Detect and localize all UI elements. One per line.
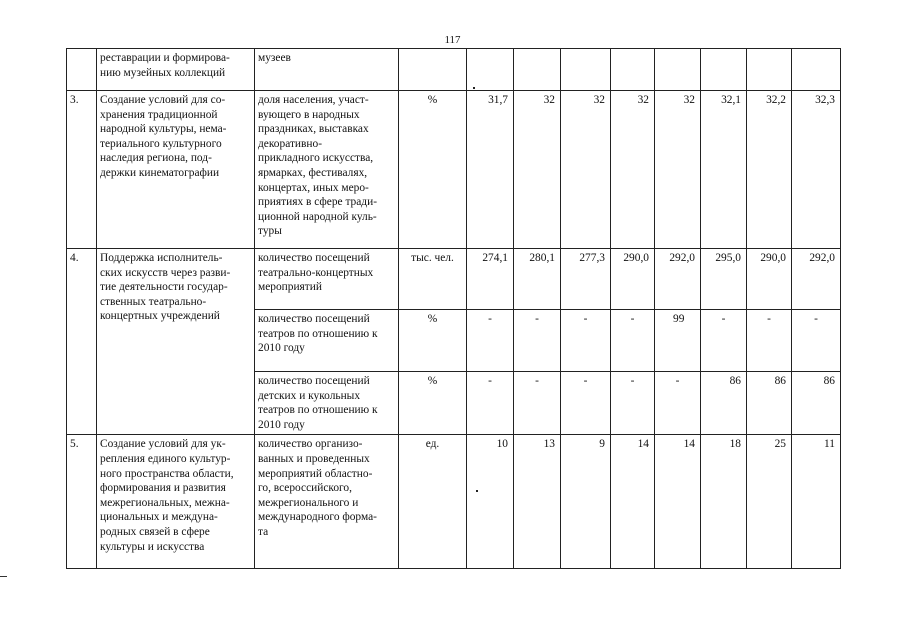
value-cell: 32,3 [792,91,841,249]
value-cell: 290,0 [611,249,655,310]
indicator-cell: доля населения, участ- вующего в народных праздниках, выставках декоративно- прикладного искусства, ярмарках, фестивалях, концертах, иных меро- приятиях в сфере тради- ционной народной куль- туры [255,91,399,249]
value-cell: 295,0 [701,249,747,310]
value-cell: 14 [655,435,701,569]
indicator-cell: количество посещений детских и кукольных театров по отношению к 2010 году [255,372,399,435]
value-cell: 277,3 [561,249,611,310]
unit-cell: ед. [399,435,467,569]
value-cell: - [467,310,514,372]
value-cell: 31,7 [467,91,514,249]
scan-speck [476,490,478,492]
value-cell: - [514,372,561,435]
row-index: 4. [67,249,97,435]
value-cell: 9 [561,435,611,569]
indicators-table [66,48,841,569]
task-cell: Создание условий для ук- репления единого культур- ного пространства области, формирования и развития межрегиональных, межна- циональных и междуна- родных связей в сфере культуры и искусства [97,435,255,569]
value-cell: 86 [792,372,841,435]
page-number: 117 [444,34,461,46]
value-cell: 32 [611,91,655,249]
value-cell: 18 [701,435,747,569]
value-cell: - [561,310,611,372]
value-cell: 10 [467,435,514,569]
value-cell: 292,0 [792,249,841,310]
value-cell: 32 [514,91,561,249]
value-cell [701,49,747,91]
table-body [67,49,841,569]
value-cell [655,49,701,91]
value-cell [467,49,514,91]
value-cell: 14 [611,435,655,569]
value-cell [514,49,561,91]
unit-cell: % [399,91,467,249]
unit-cell: тыс. чел. [399,249,467,310]
row-index: 5. [67,435,97,569]
value-cell: 86 [701,372,747,435]
unit-cell: % [399,372,467,435]
value-cell: 32 [561,91,611,249]
value-cell [747,49,792,91]
value-cell: 292,0 [655,249,701,310]
value-cell: 86 [747,372,792,435]
value-cell: 11 [792,435,841,569]
table-row [67,91,841,249]
table-row [67,249,841,310]
task-cell: Поддержка исполнитель- ских искусств через разви- тие деятельности государ- ственных театрально- концертных учреждений [97,249,255,435]
table-row [67,49,841,91]
value-cell: - [611,310,655,372]
value-cell: - [747,310,792,372]
unit-cell: % [399,310,467,372]
value-cell [561,49,611,91]
value-cell: - [561,372,611,435]
value-cell: - [655,372,701,435]
indicator-cell: музеев [255,49,399,91]
edge-mark [0,576,7,577]
value-cell [611,49,655,91]
indicator-cell: количество посещений театрально-концертных мероприятий [255,249,399,310]
value-cell: 13 [514,435,561,569]
value-cell: 32,1 [701,91,747,249]
value-cell: 25 [747,435,792,569]
task-cell: Создание условий для со- хранения традиционной народной культуры, нема- териального культурного наследия региона, под- держки кинематографии [97,91,255,249]
scan-speck [473,87,475,89]
value-cell: - [467,372,514,435]
indicator-cell: количество организо- ванных и проведенных мероприятий областно- го, всероссийского, межрегионального и международного форма- та [255,435,399,569]
unit-cell [399,49,467,91]
value-cell: - [701,310,747,372]
value-cell: 274,1 [467,249,514,310]
row-index: 3. [67,91,97,249]
value-cell: - [792,310,841,372]
value-cell [792,49,841,91]
value-cell: 290,0 [747,249,792,310]
task-cell: реставрации и формирова- нию музейных коллекций [97,49,255,91]
value-cell: - [611,372,655,435]
value-cell: 99 [655,310,701,372]
value-cell: 32 [655,91,701,249]
indicator-cell: количество посещений театров по отношению к 2010 году [255,310,399,372]
table-row [67,435,841,569]
row-index [67,49,97,91]
value-cell: 280,1 [514,249,561,310]
value-cell: - [514,310,561,372]
value-cell: 32,2 [747,91,792,249]
